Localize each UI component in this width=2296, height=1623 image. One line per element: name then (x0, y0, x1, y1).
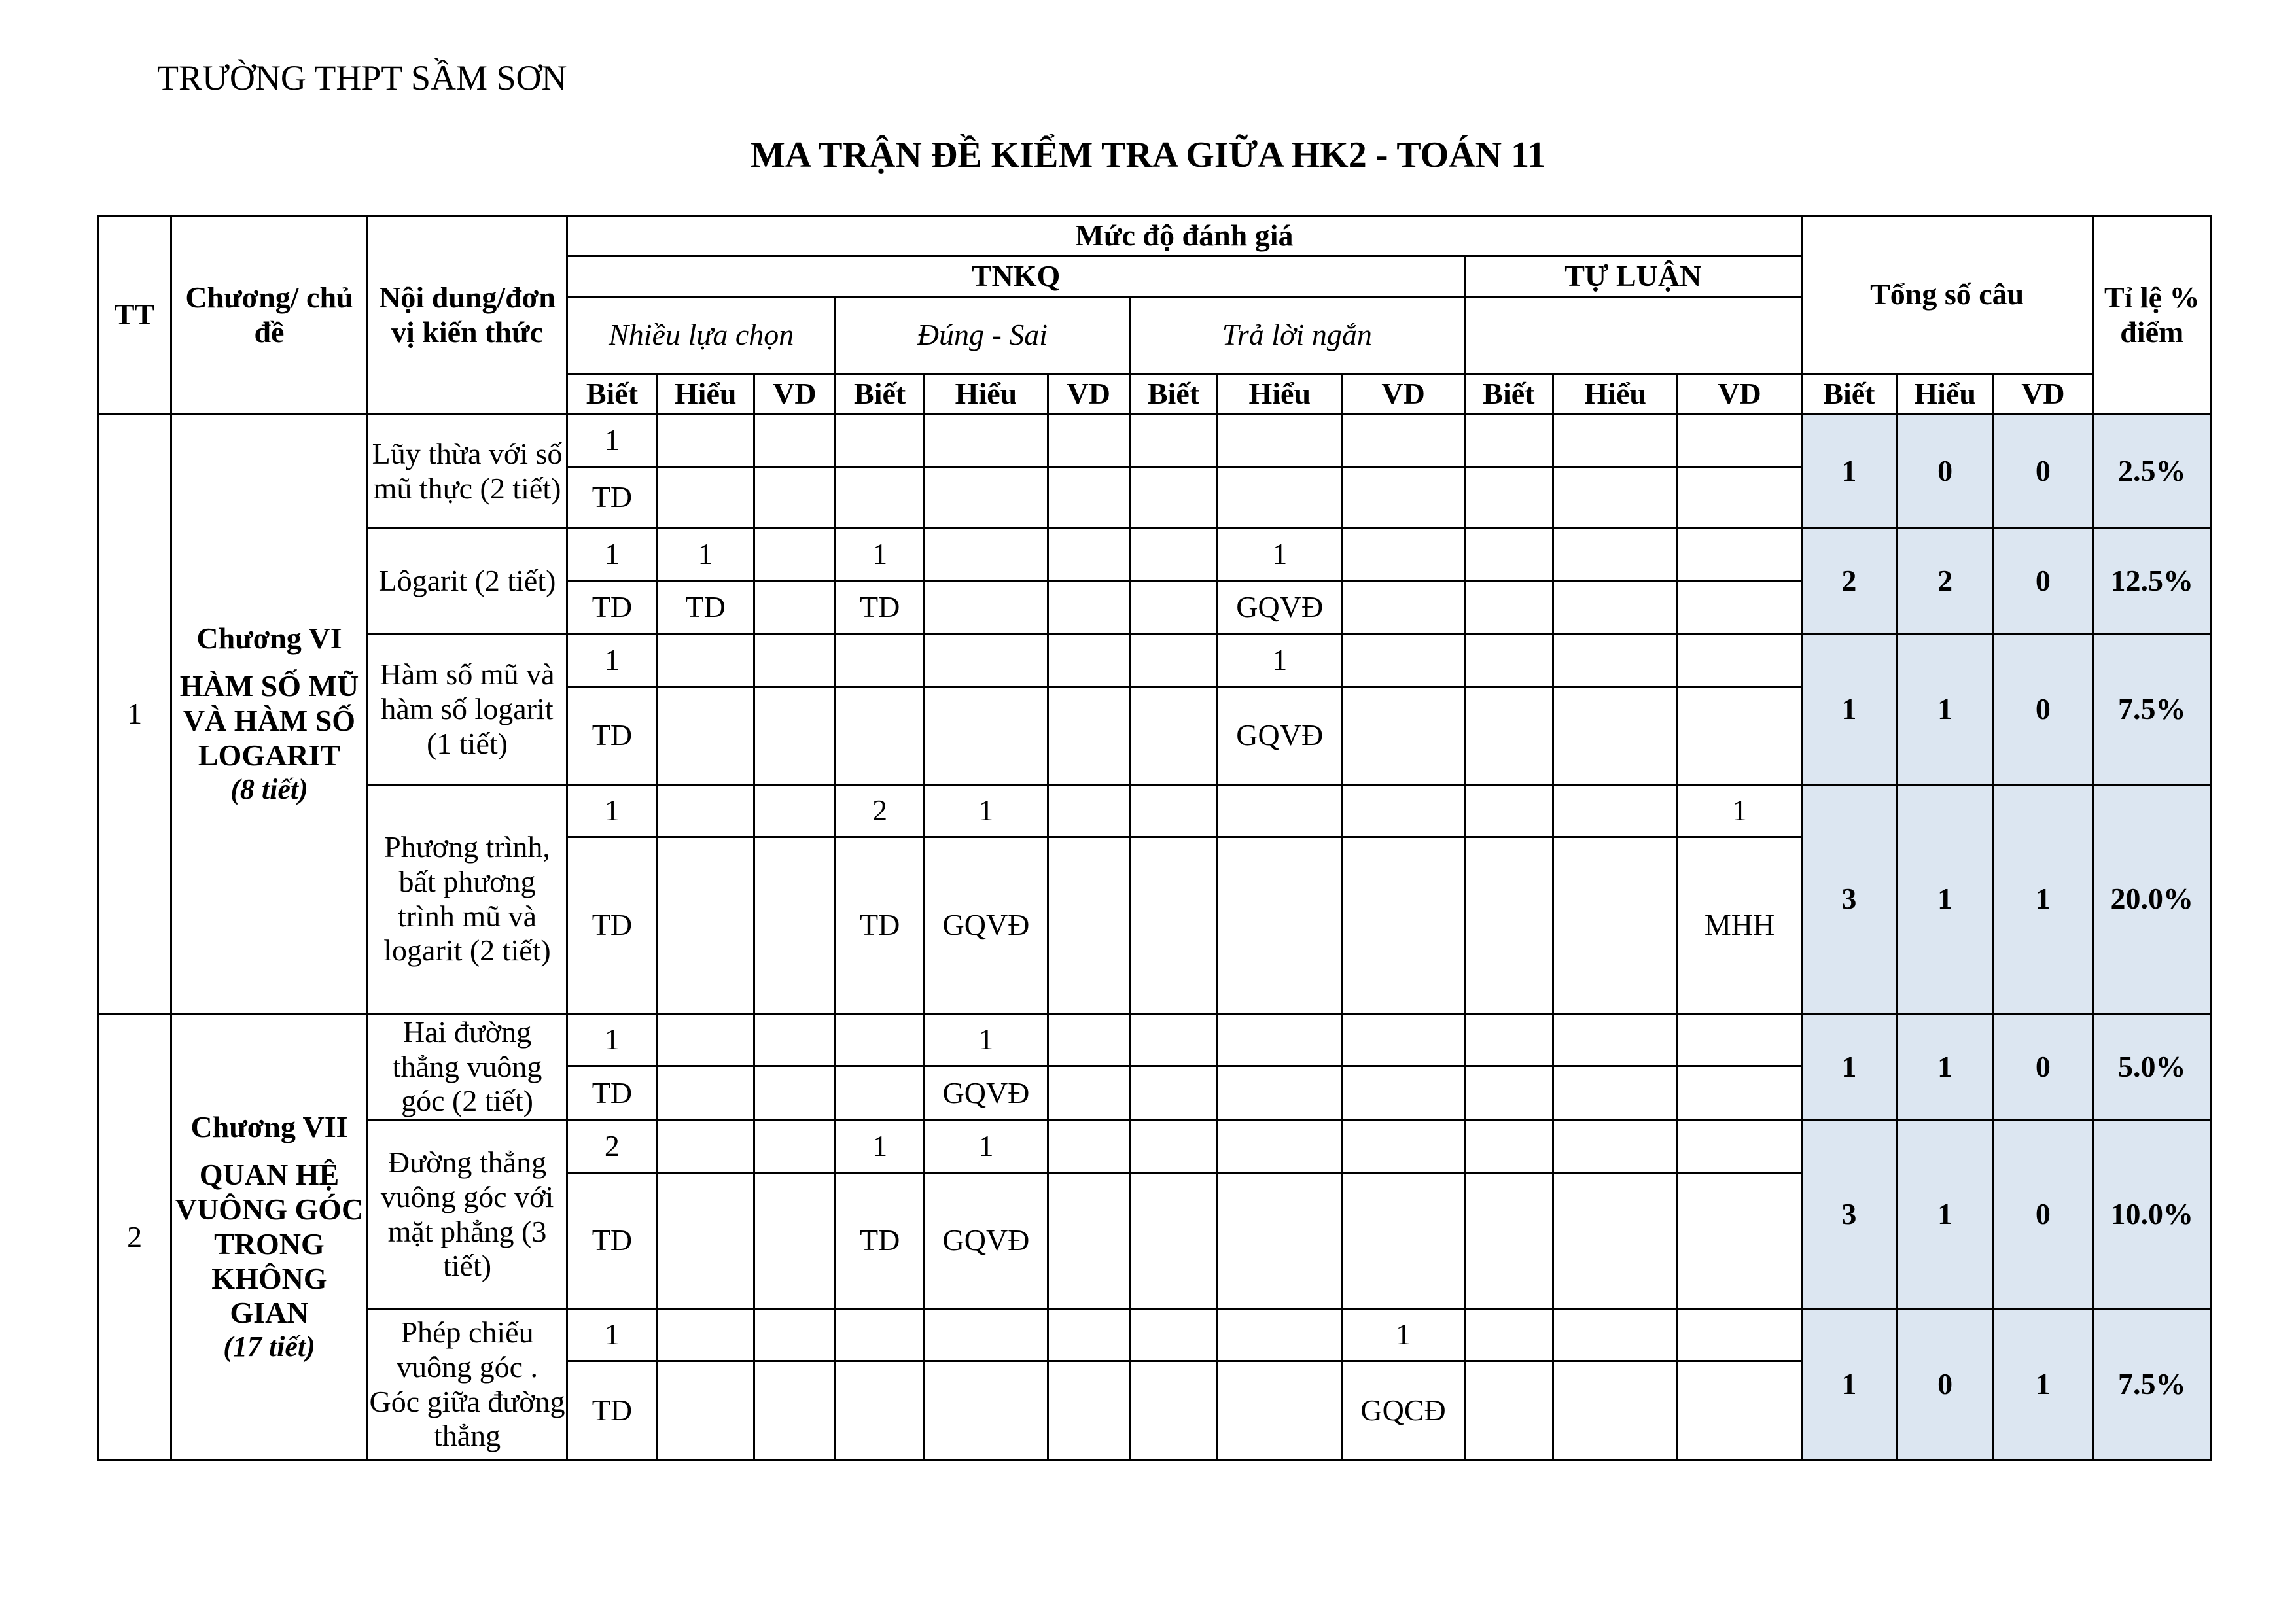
competency-cell (1218, 1361, 1342, 1461)
competency-cell (1342, 837, 1464, 1014)
count-cell: 2 (567, 1121, 657, 1173)
count-cell (1464, 1309, 1553, 1361)
total-cell: 1 (1801, 635, 1896, 785)
header-tong-so-cau: Tổng số câu (1801, 216, 2093, 374)
competency-cell (925, 581, 1048, 635)
competency-cell (836, 467, 925, 529)
competency-cell (1678, 687, 1801, 785)
competency-cell (754, 581, 835, 635)
header-tt: TT (98, 216, 171, 415)
total-cell: 1 (1897, 1121, 1994, 1309)
header-level: Biết (1801, 374, 1896, 415)
competency-cell (754, 1361, 835, 1461)
chapter-name: QUAN HỆ VUÔNG GÓC TRONG KHÔNG GIAN (175, 1157, 364, 1330)
count-cell (754, 1121, 835, 1173)
header-nhieu-lua-chon: Nhiều lựa chọn (567, 297, 836, 374)
competency-cell (1464, 1173, 1553, 1309)
chapter-tt: 1 (98, 415, 171, 1014)
competency-cell (1342, 1066, 1464, 1121)
competency-cell: TD (657, 581, 754, 635)
total-cell: 2 (1801, 529, 1896, 635)
count-cell (1048, 1309, 1129, 1361)
competency-cell (1464, 837, 1553, 1014)
count-cell (1218, 1309, 1342, 1361)
count-cell (754, 415, 835, 467)
count-cell (1553, 415, 1678, 467)
competency-cell: TD (836, 837, 925, 1014)
competency-cell (1129, 687, 1217, 785)
header-level: Biết (1129, 374, 1217, 415)
total-cell: 1 (1994, 785, 2093, 1014)
competency-cell (657, 1361, 754, 1461)
chapter-name: HÀM SỐ MŨ VÀ HÀM SỐ LOGARIT (179, 669, 359, 773)
count-cell: 2 (836, 785, 925, 837)
competency-cell (836, 1361, 925, 1461)
topic-content: Lôgarit (2 tiết) (367, 529, 567, 635)
competency-cell (754, 1066, 835, 1121)
competency-cell (1129, 467, 1217, 529)
count-cell (1129, 785, 1217, 837)
competency-cell (1678, 1173, 1801, 1309)
competency-cell (1464, 467, 1553, 529)
total-cell: 2 (1897, 529, 1994, 635)
competency-cell (1464, 687, 1553, 785)
competency-cell (1048, 687, 1129, 785)
competency-cell (1129, 1066, 1217, 1121)
competency-cell (836, 1066, 925, 1121)
count-cell (1553, 785, 1678, 837)
count-cell (1464, 635, 1553, 687)
header-level: Biết (836, 374, 925, 415)
count-cell (1342, 1121, 1464, 1173)
count-cell: 1 (836, 1121, 925, 1173)
count-cell: 1 (567, 415, 657, 467)
percent-cell: 5.0% (2093, 1014, 2211, 1121)
competency-cell (1218, 467, 1342, 529)
competency-cell (1553, 1066, 1678, 1121)
competency-cell: GQVĐ (1218, 687, 1342, 785)
topic-content: Hàm số mũ và hàm số logarit (1 tiết) (367, 635, 567, 785)
total-cell: 0 (1897, 415, 1994, 529)
count-cell (1678, 1014, 1801, 1066)
competency-cell: TD (836, 581, 925, 635)
competency-cell (1129, 1173, 1217, 1309)
count-cell (1048, 785, 1129, 837)
total-cell: 0 (1897, 1309, 1994, 1461)
count-cell (1553, 635, 1678, 687)
count-cell: 1 (925, 1121, 1048, 1173)
count-cell (1553, 1309, 1678, 1361)
total-cell: 3 (1801, 1121, 1896, 1309)
total-cell: 1 (1801, 1014, 1896, 1121)
competency-cell (1048, 1361, 1129, 1461)
header-level: Hiểu (1897, 374, 1994, 415)
header-tnkq: TNKQ (567, 256, 1464, 297)
assessment-matrix-table (97, 215, 2212, 1461)
count-cell (1464, 529, 1553, 581)
count-cell (1048, 529, 1129, 581)
count-cell: 1 (567, 1014, 657, 1066)
competency-cell (1678, 467, 1801, 529)
chapter-cell (171, 1014, 368, 1461)
total-cell: 1 (1897, 1014, 1994, 1121)
competency-cell (1048, 1173, 1129, 1309)
competency-cell (1464, 1361, 1553, 1461)
header-level: Hiểu (1218, 374, 1342, 415)
count-cell (1048, 1014, 1129, 1066)
count-cell (925, 635, 1048, 687)
competency-cell (1342, 687, 1464, 785)
count-cell: 1 (1678, 785, 1801, 837)
competency-cell: GQVĐ (925, 837, 1048, 1014)
count-cell (1678, 1121, 1801, 1173)
count-cell (1342, 785, 1464, 837)
total-cell: 1 (1897, 635, 1994, 785)
count-cell: 1 (1218, 529, 1342, 581)
count-cell (1048, 1121, 1129, 1173)
topic-content: Hai đường thẳng vuông góc (2 tiết) (367, 1014, 567, 1121)
percent-cell: 10.0% (2093, 1121, 2211, 1309)
count-cell (925, 415, 1048, 467)
header-level: Biết (1464, 374, 1553, 415)
count-cell (1553, 529, 1678, 581)
count-cell (1048, 635, 1129, 687)
percent-cell: 2.5% (2093, 415, 2211, 529)
competency-cell (836, 687, 925, 785)
topic-content: Đường thẳng vuông góc với mặt phẳng (3 tiết) (367, 1121, 567, 1309)
count-cell (836, 1309, 925, 1361)
count-cell (1218, 415, 1342, 467)
header-noi-dung: Nội dung/đơn vị kiến thức (367, 216, 567, 415)
count-cell (1218, 1121, 1342, 1173)
count-cell (1678, 635, 1801, 687)
competency-cell: GQCĐ (1342, 1361, 1464, 1461)
competency-cell (1553, 837, 1678, 1014)
school-name: TRƯỜNG THPT SẦM SƠN (157, 58, 567, 97)
competency-cell (1218, 837, 1342, 1014)
competency-cell (1048, 1066, 1129, 1121)
count-cell (754, 785, 835, 837)
count-cell (1678, 1309, 1801, 1361)
competency-cell: TD (836, 1173, 925, 1309)
count-cell (1678, 529, 1801, 581)
count-cell (1464, 1014, 1553, 1066)
topic-content: Phương trình, bất phương trình mũ và logarit (2 tiết) (367, 785, 567, 1014)
competency-cell (1218, 1066, 1342, 1121)
competency-cell: TD (567, 687, 657, 785)
header-tu-luan: TỰ LUẬN (1464, 256, 1801, 297)
count-cell (836, 1014, 925, 1066)
header-dung-sai: Đúng - Sai (836, 297, 1130, 374)
competency-cell (1678, 581, 1801, 635)
header-level: VD (1678, 374, 1801, 415)
competency-cell: TD (567, 467, 657, 529)
count-cell (836, 415, 925, 467)
count-cell (1464, 1121, 1553, 1173)
competency-cell: TD (567, 1066, 657, 1121)
count-cell: 1 (567, 1309, 657, 1361)
count-cell (1342, 1014, 1464, 1066)
competency-cell (925, 467, 1048, 529)
topic-content: Lũy thừa với số mũ thực (2 tiết) (367, 415, 567, 529)
count-cell (1342, 635, 1464, 687)
count-cell: 1 (567, 529, 657, 581)
competency-cell (1129, 1361, 1217, 1461)
competency-cell (925, 1361, 1048, 1461)
count-cell (1218, 1014, 1342, 1066)
header-level: Biết (567, 374, 657, 415)
total-cell: 1 (1801, 415, 1896, 529)
count-cell: 1 (925, 1014, 1048, 1066)
total-cell: 0 (1994, 529, 2093, 635)
competency-cell (1553, 467, 1678, 529)
chapter-tt: 2 (98, 1014, 171, 1461)
count-cell: 1 (925, 785, 1048, 837)
competency-cell (657, 1066, 754, 1121)
competency-cell (1129, 837, 1217, 1014)
count-cell (657, 1309, 754, 1361)
competency-cell (1048, 467, 1129, 529)
count-cell (1048, 415, 1129, 467)
count-cell (1129, 635, 1217, 687)
count-cell (1464, 785, 1553, 837)
count-cell (754, 529, 835, 581)
count-cell (836, 635, 925, 687)
chapter-period: (8 tiết) (230, 773, 308, 805)
count-cell (1342, 415, 1464, 467)
competency-cell (657, 687, 754, 785)
competency-cell (1553, 1361, 1678, 1461)
count-cell (1129, 1121, 1217, 1173)
competency-cell (754, 687, 835, 785)
header-level: VD (1342, 374, 1464, 415)
count-cell (657, 415, 754, 467)
competency-cell (1553, 687, 1678, 785)
competency-cell: GQVĐ (925, 1066, 1048, 1121)
competency-cell (1678, 1066, 1801, 1121)
header-ti-le: Tỉ lệ % điểm (2093, 216, 2211, 415)
count-cell: 1 (567, 635, 657, 687)
header-level: Hiểu (925, 374, 1048, 415)
header-level: Hiểu (657, 374, 754, 415)
total-cell: 0 (1994, 1014, 2093, 1121)
competency-cell (1553, 1173, 1678, 1309)
competency-cell (1129, 581, 1217, 635)
count-cell (657, 1014, 754, 1066)
competency-cell: GQVĐ (1218, 581, 1342, 635)
competency-cell (1342, 1173, 1464, 1309)
count-cell (1553, 1014, 1678, 1066)
header-level: VD (1994, 374, 2093, 415)
total-cell: 1 (1994, 1309, 2093, 1461)
count-cell (925, 529, 1048, 581)
total-cell: 0 (1994, 635, 2093, 785)
competency-cell: TD (567, 1173, 657, 1309)
count-cell (754, 635, 835, 687)
count-cell (657, 785, 754, 837)
competency-cell (1048, 581, 1129, 635)
competency-cell (1678, 1361, 1801, 1461)
header-level: VD (1048, 374, 1129, 415)
competency-cell (1342, 581, 1464, 635)
count-cell (1129, 415, 1217, 467)
competency-cell: TD (567, 837, 657, 1014)
total-cell: 1 (1897, 785, 1994, 1014)
count-cell: 1 (657, 529, 754, 581)
percent-cell: 20.0% (2093, 785, 2211, 1014)
count-cell (1129, 529, 1217, 581)
count-cell (754, 1014, 835, 1066)
count-cell (1129, 1014, 1217, 1066)
count-cell (657, 635, 754, 687)
header-chuong: Chương/ chủ đề (171, 216, 368, 415)
percent-cell: 7.5% (2093, 1309, 2211, 1461)
competency-cell: GQVĐ (925, 1173, 1048, 1309)
competency-cell: TD (567, 581, 657, 635)
competency-cell (754, 467, 835, 529)
competency-cell: MHH (1678, 837, 1801, 1014)
competency-cell (925, 687, 1048, 785)
percent-cell: 12.5% (2093, 529, 2211, 635)
competency-cell (1464, 1066, 1553, 1121)
total-cell: 0 (1994, 415, 2093, 529)
competency-cell (1464, 581, 1553, 635)
competency-cell (1048, 837, 1129, 1014)
count-cell (1129, 1309, 1217, 1361)
count-cell (925, 1309, 1048, 1361)
chapter-code: Chương VII (190, 1110, 348, 1144)
count-cell (1553, 1121, 1678, 1173)
competency-cell (1218, 1173, 1342, 1309)
competency-cell (1342, 467, 1464, 529)
header-level: Hiểu (1553, 374, 1678, 415)
count-cell (1342, 529, 1464, 581)
count-cell (1464, 415, 1553, 467)
count-cell (754, 1309, 835, 1361)
topic-content: Phép chiếu vuông góc . Góc giữa đường thẳng (367, 1309, 567, 1461)
competency-cell (657, 1173, 754, 1309)
chapter-code: Chương VI (196, 621, 342, 655)
chapter-period: (17 tiết) (223, 1331, 315, 1363)
header-tra-loi-ngan: Trả lời ngắn (1129, 297, 1464, 374)
total-cell: 1 (1801, 1309, 1896, 1461)
total-cell: 3 (1801, 785, 1896, 1014)
count-cell (1678, 415, 1801, 467)
count-cell (1218, 785, 1342, 837)
count-cell (657, 1121, 754, 1173)
count-cell: 1 (1218, 635, 1342, 687)
total-cell: 0 (1994, 1121, 2093, 1309)
competency-cell (754, 837, 835, 1014)
count-cell: 1 (1342, 1309, 1464, 1361)
competency-cell (754, 1173, 835, 1309)
competency-cell (1553, 581, 1678, 635)
count-cell: 1 (567, 785, 657, 837)
competency-cell (657, 467, 754, 529)
percent-cell: 7.5% (2093, 635, 2211, 785)
header-level: VD (754, 374, 835, 415)
header-muc-do: Mức độ đánh giá (567, 216, 1801, 256)
competency-cell: TD (567, 1361, 657, 1461)
competency-cell (657, 837, 754, 1014)
header-tu-luan-blank (1464, 297, 1801, 374)
count-cell: 1 (836, 529, 925, 581)
page-title: MA TRẬN ĐỀ KIỂM TRA GIỮA HK2 - TOÁN 11 (750, 135, 1546, 175)
chapter-cell (171, 415, 368, 1014)
